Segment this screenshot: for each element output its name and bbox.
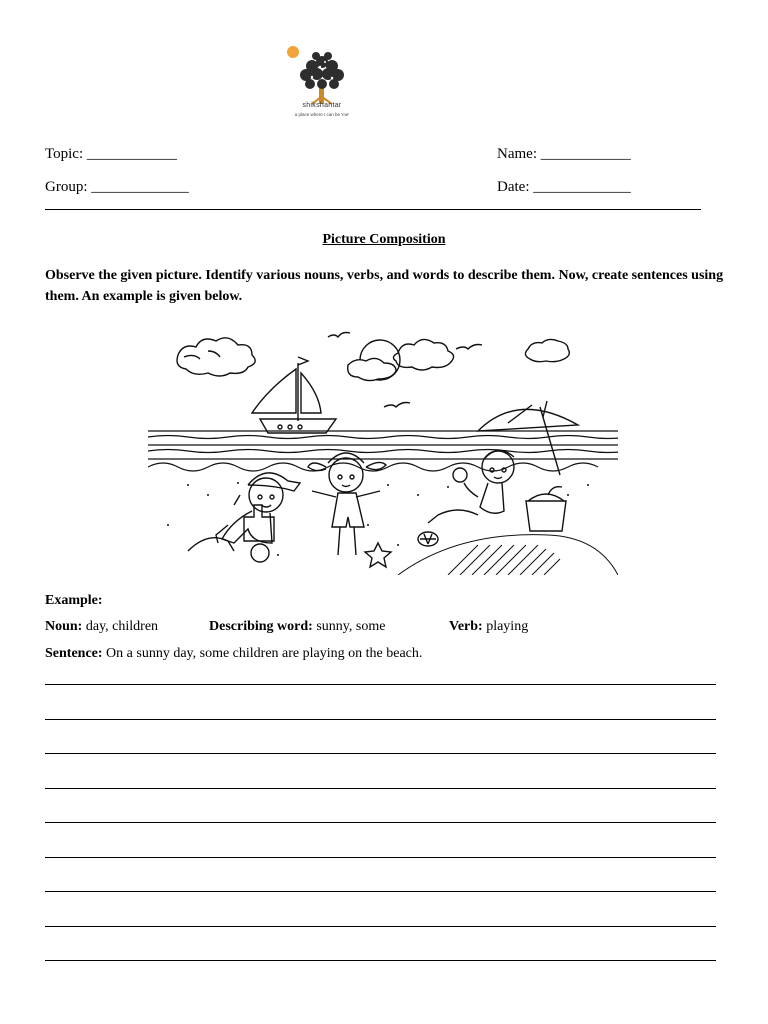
verb-example bbox=[449, 619, 528, 635]
sailboat-icon bbox=[252, 357, 336, 433]
describing-word-value: sunny, some bbox=[312, 619, 386, 634]
cloud-icon bbox=[525, 339, 569, 361]
writing-line[interactable] bbox=[45, 891, 716, 892]
instructions-text: Observe the given picture. Identify various nouns, verbs, and words to describe them. Now, create sentences using them. An example is given below. bbox=[45, 268, 724, 304]
writing-line[interactable] bbox=[45, 719, 716, 720]
writing-line[interactable] bbox=[45, 684, 716, 685]
lollipop-icon bbox=[453, 468, 467, 482]
bucket-icon bbox=[251, 544, 269, 562]
date-field[interactable]: Date: _____________ bbox=[497, 179, 631, 195]
example-label: Example: bbox=[45, 593, 103, 608]
writing-line[interactable] bbox=[45, 822, 716, 823]
sand-bucket-icon bbox=[526, 487, 566, 531]
cloud-icon bbox=[393, 339, 453, 370]
starfish-icon bbox=[365, 543, 391, 567]
school-logo-icon bbox=[282, 42, 362, 122]
page-title: Picture Composition bbox=[322, 232, 446, 247]
writing-line[interactable] bbox=[45, 788, 716, 789]
cloud-icon bbox=[177, 338, 255, 376]
group-field[interactable]: Group: _____________ bbox=[45, 179, 189, 195]
noun-label: Noun: bbox=[45, 619, 83, 634]
sea-waves bbox=[148, 431, 618, 471]
sentence-value: On a sunny day, some children are playing on the beach. bbox=[102, 646, 423, 661]
bird-icon bbox=[328, 333, 350, 338]
girl-playing bbox=[308, 453, 386, 555]
shell-icon bbox=[418, 532, 438, 546]
writing-line[interactable] bbox=[45, 926, 716, 927]
bird-icon bbox=[456, 345, 482, 350]
noun-value: day, children bbox=[82, 619, 159, 634]
topic-field[interactable]: Topic: ____________ bbox=[45, 146, 177, 162]
describing-word-example bbox=[209, 619, 385, 635]
boy-with-lollipop bbox=[428, 450, 514, 523]
writing-line[interactable] bbox=[45, 753, 716, 754]
noun-example bbox=[45, 619, 158, 635]
writing-line[interactable] bbox=[45, 857, 716, 858]
verb-value: playing bbox=[482, 619, 529, 634]
logo-name: shikshantar bbox=[302, 102, 342, 109]
sentence-example bbox=[45, 646, 422, 662]
name-field[interactable]: Name: ____________ bbox=[497, 146, 631, 162]
header-divider bbox=[45, 209, 701, 210]
boy-building-sandcastle bbox=[188, 473, 300, 562]
sentence-label: Sentence: bbox=[45, 646, 103, 661]
bird-icon bbox=[384, 403, 410, 408]
sand-mound bbox=[398, 535, 618, 575]
beach-scene-illustration bbox=[148, 325, 618, 575]
verb-label: Verb: bbox=[449, 619, 483, 634]
logo-tagline: a place where I can be 'me' bbox=[294, 112, 350, 117]
writing-line[interactable] bbox=[45, 960, 716, 961]
describing-word-label: Describing word: bbox=[209, 619, 313, 634]
logo-sun-icon bbox=[287, 46, 299, 58]
